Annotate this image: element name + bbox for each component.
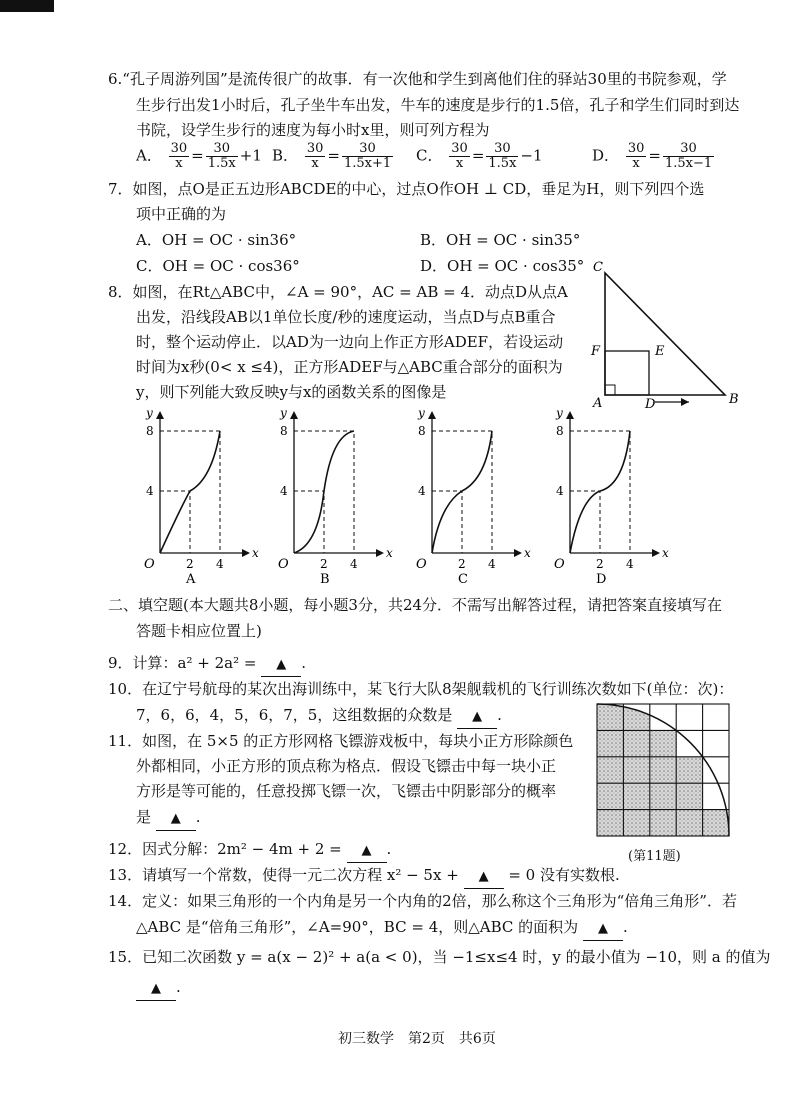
section2-line2: 答题卡相应位置上) (136, 622, 262, 640)
svg-text:O: O (278, 557, 289, 572)
q11-figure-caption: (第11题) (628, 849, 681, 864)
q7-option-d[interactable]: D．OH = OC · cos35° (420, 257, 585, 275)
svg-text:y: y (556, 406, 563, 420)
q8-graph-c[interactable] (410, 405, 540, 585)
graph-b-label: B (320, 572, 330, 585)
q8-line3: 时，整个运动停止．以AD为一边向上作正方形ADEF，若设运动 (136, 333, 564, 351)
q6-line3: 书院，设学生步行的速度为每小时x里，则可列方程为 (136, 121, 490, 139)
q12-answer-blank[interactable]: ▲ (347, 840, 387, 863)
svg-text:8: 8 (280, 424, 288, 438)
svg-text:x: x (524, 546, 531, 560)
graph-d-label: D (596, 572, 607, 585)
svg-text:4: 4 (216, 557, 224, 571)
q11-answer-blank[interactable]: ▲ (156, 808, 196, 831)
q8-line5: y，则下列能大致反映y与x的函数关系的图像是 (136, 383, 447, 401)
svg-text:x: x (662, 546, 669, 560)
svg-text:x: x (386, 546, 393, 560)
svg-text:4: 4 (626, 557, 634, 571)
q6-line2: 生步行出发1小时后，孔子坐牛车出发，牛车的速度是步行的1.5倍，孔子和学生们同时到达 (136, 96, 740, 114)
q10-answer-blank[interactable]: ▲ (457, 706, 497, 729)
page-footer: 初三数学 第2页 共6页 (338, 1031, 496, 1047)
label-e: E (655, 344, 665, 359)
svg-text:2: 2 (596, 557, 604, 571)
svg-text:8: 8 (146, 424, 154, 438)
q8-graph-d[interactable] (548, 405, 678, 585)
svg-text:2: 2 (458, 557, 466, 571)
svg-text:4: 4 (488, 557, 496, 571)
svg-text:4: 4 (556, 484, 564, 498)
q9-line: 9．计算：a² + 2a² = ▲ . (108, 652, 306, 677)
q7-option-a[interactable]: A．OH = OC · sin36° (136, 231, 297, 249)
q7-option-c[interactable]: C．OH = OC · cos36° (136, 257, 300, 275)
q14-line2: △ABC 是“倍角三角形”，∠A=90°，BC = 4，则△ABC 的面积为 ▲ . (136, 916, 628, 941)
q7-line2: 项中正确的为 (136, 205, 227, 223)
q8-line4: 时间为x秒(0< x ≤4)，正方形ADEF与△ABC重合部分的面积为 (136, 358, 563, 376)
svg-text:x: x (252, 546, 259, 560)
svg-text:y: y (280, 406, 287, 420)
svg-text:8: 8 (418, 424, 426, 438)
q7-line1: 7．如图，点O是正五边形ABCDE的中心，过点O作OH ⊥ CD，垂足为H，则下列四个选 (108, 180, 705, 198)
q13-line: 13．请填写一个常数，使得一元二次方程 x² − 5x + ▲ = 0 没有实数根. (108, 864, 620, 889)
q6-option-a[interactable]: A． $\frac{30}{x}$ = $\frac{30}{1.5x}$ +1 (136, 141, 262, 171)
svg-text:O: O (416, 557, 427, 572)
q6-option-d[interactable]: D． $\frac{30}{x}$ = $\frac{30}{1.5x-1}$ (592, 141, 713, 171)
label-b: B (729, 392, 739, 407)
label-f: F (591, 344, 601, 359)
graph-a-label: A (186, 572, 196, 585)
svg-text:4: 4 (350, 557, 358, 571)
q11-dartboard-grid (595, 702, 735, 842)
q7-option-b[interactable]: B．OH = OC · sin35° (420, 231, 581, 249)
q9-answer-blank[interactable]: ▲ (261, 654, 301, 677)
scan-corner-mark (0, 0, 54, 12)
q10-line1: 10．在辽宁号航母的某次出海训练中，某飞行大队8架舰载机的飞行训练次数如下(单位：次)： (108, 680, 734, 698)
q12-line: 12．因式分解：2m² − 4m + 2 = ▲ . (108, 838, 391, 863)
svg-text:y: y (146, 406, 153, 420)
q14-line1: 14．定义：如果三角形的一个内角是另一个内角的2倍，那么称这个三角形为“倍角三角形”．若 (108, 892, 737, 910)
q11-line1: 11．如图，在 5×5 的正方形网格飞镖游戏板中，每块小正方形除颜色 (108, 732, 574, 750)
svg-text:4: 4 (146, 484, 154, 498)
q6-option-b[interactable]: B． $\frac{30}{x}$ = $\frac{30}{1.5x+1}$ (272, 141, 392, 171)
q15-line2: ▲ . (136, 976, 181, 1001)
q8-line1: 8．如图，在Rt△ABC中，∠A = 90°，AC = AB = 4．动点D从点A (108, 283, 568, 301)
svg-text:2: 2 (320, 557, 328, 571)
q10-line2: 7，6，6，4，5，6，7，5，这组数据的众数是 ▲ . (136, 704, 502, 729)
q11-line2: 外都相同，小正方形的顶点称为格点．假设飞镖击中每一块小正 (136, 757, 557, 775)
section2-line1: 二、填空题(本大题共8小题，每小题3分，共24分．不需写出解答过程，请把答案直接填写在 (108, 596, 723, 614)
svg-text:O: O (144, 557, 155, 572)
svg-text:O: O (554, 557, 565, 572)
q13-answer-blank[interactable]: ▲ (464, 866, 504, 889)
q11-line3: 方形是等可能的，任意投掷飞镖一次，飞镖击中阴影部分的概率 (136, 782, 557, 800)
svg-text:8: 8 (556, 424, 564, 438)
q8-triangle-figure (585, 255, 745, 415)
svg-text:4: 4 (280, 484, 288, 498)
q8-line2: 出发，沿线段AB以1单位长度/秒的速度运动，当点D与点B重合 (136, 308, 556, 326)
q14-answer-blank[interactable]: ▲ (583, 918, 623, 941)
q8-graph-a[interactable] (138, 405, 268, 585)
svg-text:y: y (418, 406, 425, 420)
svg-text:2: 2 (186, 557, 194, 571)
svg-text:4: 4 (418, 484, 426, 498)
q8-graph-b[interactable] (272, 405, 402, 585)
q6-line1: 6.“孔子周游列国”是流传很广的故事．有一次他和学生到离他们住的驿站30里的书院参观，学 (108, 70, 727, 88)
q6-option-c[interactable]: C． $\frac{30}{x}$ = $\frac{30}{1.5x}$ −1 (416, 141, 543, 171)
label-c: C (593, 260, 603, 275)
q15-answer-blank[interactable]: ▲ (136, 978, 176, 1001)
label-d: D (645, 397, 656, 412)
label-a: A (593, 396, 603, 411)
q15-line1: 15．已知二次函数 y = a(x − 2)² + a(a < 0)，当 −1≤x≤4 时，y 的最小值为 −10，则 a 的值为 (108, 948, 771, 966)
graph-c-label: C (458, 572, 468, 585)
q11-line4: 是 ▲ . (136, 806, 201, 831)
